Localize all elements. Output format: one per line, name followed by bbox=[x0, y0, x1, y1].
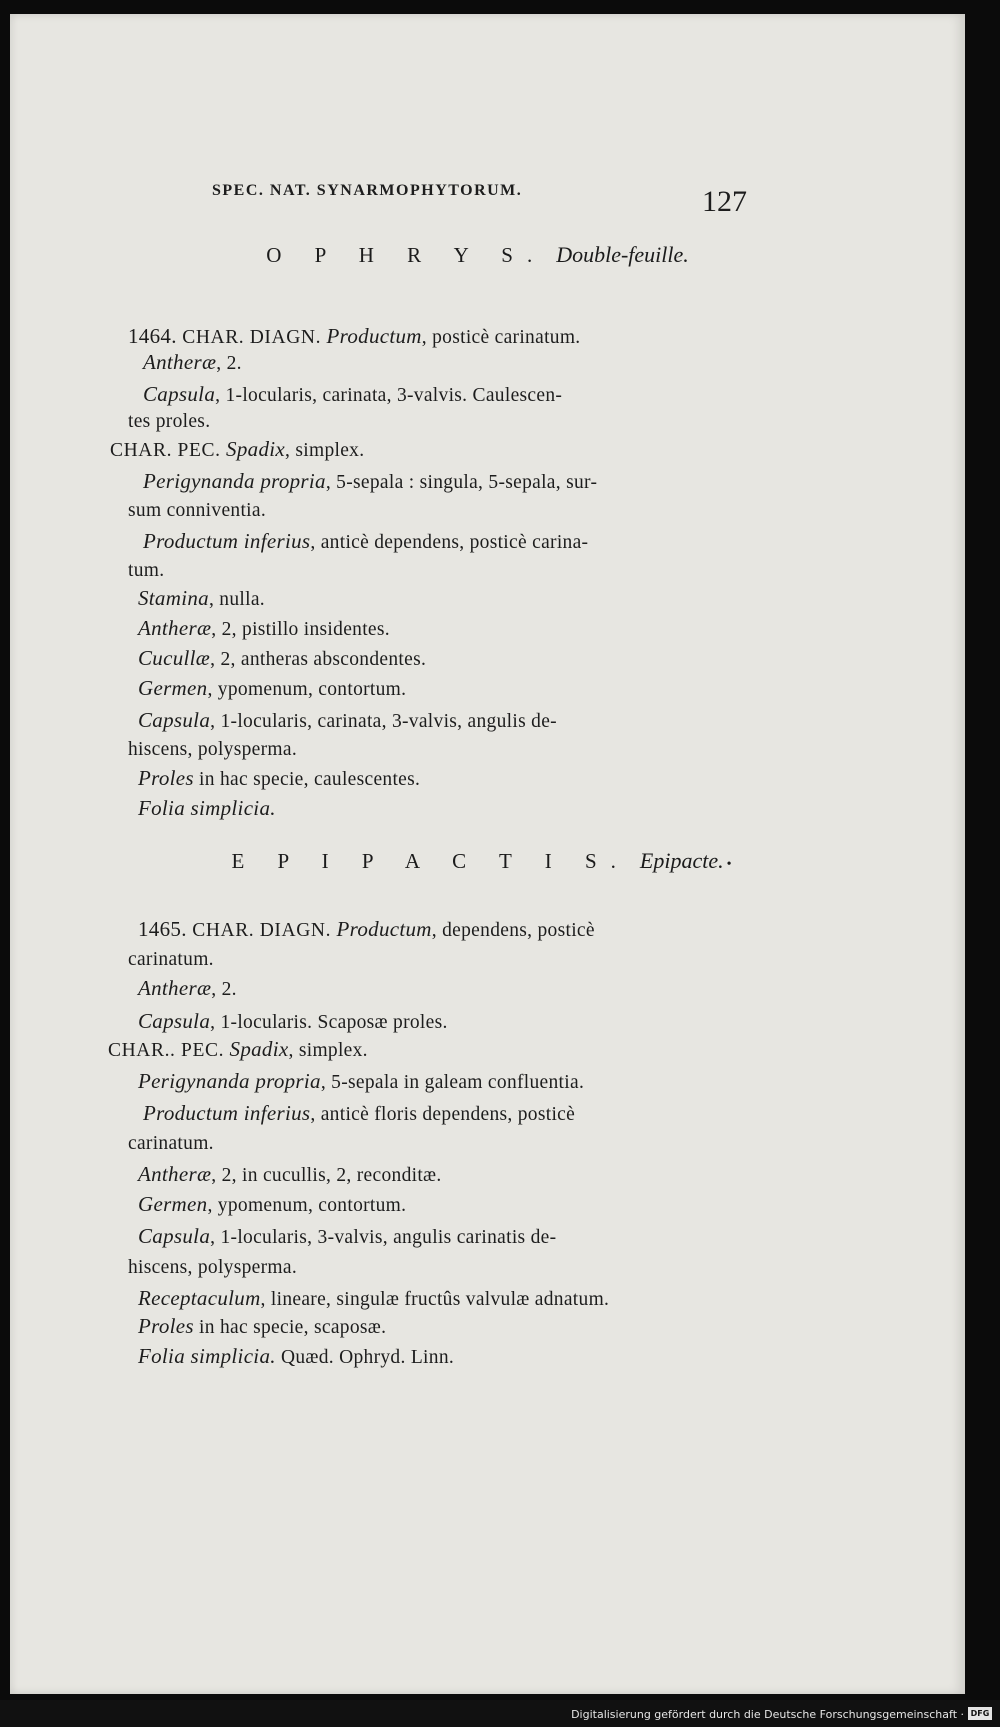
taxon-term: Antheræ bbox=[138, 616, 212, 640]
running-title: SPEC. NAT. SYNARMOPHYTORUM. bbox=[212, 182, 523, 199]
text-line bbox=[110, 437, 364, 462]
text-line bbox=[138, 586, 265, 611]
genus-heading-ophrys bbox=[0, 242, 955, 268]
text-line bbox=[138, 976, 237, 1001]
description-text: , simplex. bbox=[288, 1040, 368, 1061]
text-line bbox=[138, 646, 426, 671]
taxon-term: Productum bbox=[336, 917, 432, 941]
text-line bbox=[138, 1344, 454, 1369]
text-line bbox=[138, 917, 595, 942]
taxon-term: Capsula bbox=[138, 1009, 211, 1033]
text-line bbox=[128, 408, 210, 433]
genus-heading-epipactis bbox=[4, 848, 959, 874]
taxon-term: Germen bbox=[138, 676, 208, 700]
page-number: 127 bbox=[702, 185, 747, 218]
taxon-term: Antheræ bbox=[143, 350, 217, 374]
text-line bbox=[138, 1192, 406, 1217]
character-label: CHAR. PEC. bbox=[110, 440, 227, 461]
text-line bbox=[128, 324, 580, 349]
description-text: sum conniventia. bbox=[128, 500, 267, 521]
footnote-mark: • bbox=[726, 857, 732, 872]
taxon-term: Capsula bbox=[138, 708, 211, 732]
taxon-term: Productum inferius bbox=[143, 529, 311, 553]
digitization-credit: Digitalisierung gefördert durch die Deutsche Forschungsgemeinschaft · bbox=[571, 1708, 964, 1721]
description-text: , ypomenum, contortum. bbox=[207, 679, 407, 700]
dfg-logo: DFG bbox=[968, 1707, 992, 1720]
description-text: , ypomenum, contortum. bbox=[207, 1195, 407, 1216]
genus-vernacular: Double-feuille. bbox=[556, 242, 689, 267]
text-line bbox=[128, 1254, 297, 1279]
text-line bbox=[138, 1314, 386, 1339]
character-label: CHAR. DIAGN. bbox=[186, 920, 337, 941]
genus-name: O P H R Y S. bbox=[266, 243, 547, 267]
description-text: , 1-locularis. Scaposæ proles. bbox=[210, 1012, 448, 1033]
taxon-term: Receptaculum bbox=[138, 1286, 261, 1310]
description-text: carinatum. bbox=[128, 1133, 214, 1154]
text-line bbox=[138, 796, 276, 821]
text-line bbox=[128, 946, 214, 971]
taxon-term: Productum inferius bbox=[143, 1101, 311, 1125]
text-line bbox=[128, 497, 266, 522]
description-text: , dependens, posticè bbox=[431, 920, 595, 941]
character-label: CHAR.. PEC. bbox=[108, 1040, 230, 1061]
text-line bbox=[138, 1162, 442, 1187]
taxon-term: Productum bbox=[326, 324, 422, 348]
description-text: , anticè floris dependens, posticè bbox=[310, 1104, 576, 1125]
text-line bbox=[138, 766, 420, 791]
taxon-term: Folia simplicia. bbox=[138, 796, 276, 820]
text-line bbox=[128, 736, 297, 761]
taxon-term: Germen bbox=[138, 1192, 208, 1216]
description-text: , simplex. bbox=[285, 440, 365, 461]
taxon-term: Spadix bbox=[229, 1037, 289, 1061]
description-text: , 1-locularis, 3-valvis, angulis carinatis de- bbox=[210, 1227, 557, 1248]
description-text: in hac specie, caulescentes. bbox=[193, 769, 421, 790]
description-text: , 2. bbox=[216, 353, 242, 374]
text-line bbox=[138, 1224, 556, 1249]
text-line bbox=[138, 1009, 448, 1034]
book-page bbox=[10, 14, 965, 1694]
description-text: , anticè dependens, posticè carina- bbox=[310, 532, 589, 553]
description-text: , 2, pistillo insidentes. bbox=[211, 619, 390, 640]
text-line bbox=[143, 1101, 575, 1126]
entry-number: 1465. bbox=[138, 917, 187, 941]
description-text: , 2, antheras abscondentes. bbox=[210, 649, 427, 670]
entry-number: 1464. bbox=[128, 324, 177, 348]
taxon-term: Capsula bbox=[138, 1224, 211, 1248]
taxon-term: Stamina bbox=[138, 586, 209, 610]
genus-vernacular: Epipacte. bbox=[639, 848, 724, 873]
description-text: , 5-sepala : singula, 5-sepala, sur- bbox=[325, 472, 598, 493]
description-text: , 1-locularis, carinata, 3-valvis. Caulescen- bbox=[215, 385, 563, 406]
taxon-term: Perigynanda propria bbox=[143, 469, 326, 493]
genus-name: E P I P A C T I S. bbox=[231, 849, 630, 873]
description-text: , lineare, singulæ fructûs valvulæ adnatum. bbox=[260, 1289, 610, 1310]
text-line bbox=[128, 557, 164, 582]
description-text: hiscens, polysperma. bbox=[128, 1257, 298, 1278]
description-text: tum. bbox=[128, 560, 165, 581]
taxon-term: Antheræ bbox=[138, 976, 212, 1000]
taxon-term: Perigynanda propria bbox=[138, 1069, 321, 1093]
text-line bbox=[143, 529, 588, 554]
description-text: carinatum. bbox=[128, 949, 214, 970]
text-line bbox=[138, 676, 406, 701]
description-text: , 2, in cucullis, 2, reconditæ. bbox=[211, 1165, 442, 1186]
description-text: tes proles. bbox=[128, 411, 211, 432]
text-line bbox=[143, 350, 242, 375]
text-line bbox=[143, 382, 562, 407]
description-text: , 5-sepala in galeam confluentia. bbox=[320, 1072, 585, 1093]
text-line bbox=[143, 469, 597, 494]
text-line bbox=[108, 1037, 368, 1062]
taxon-term: Folia simplicia. bbox=[138, 1344, 276, 1368]
description-text: hiscens, polysperma. bbox=[128, 739, 298, 760]
description-text: Quæd. Ophryd. Linn. bbox=[275, 1347, 455, 1368]
taxon-term: Capsula bbox=[143, 382, 216, 406]
description-text: , posticè carinatum. bbox=[421, 327, 581, 348]
taxon-term: Cucullæ bbox=[138, 646, 211, 670]
taxon-term: Spadix bbox=[226, 437, 286, 461]
text-line bbox=[128, 1130, 214, 1155]
character-label: CHAR. DIAGN. bbox=[176, 327, 327, 348]
taxon-term: Proles bbox=[138, 766, 194, 790]
description-text: in hac specie, scaposæ. bbox=[193, 1317, 387, 1338]
description-text: , 2. bbox=[211, 979, 237, 1000]
text-line bbox=[138, 1286, 609, 1311]
taxon-term: Proles bbox=[138, 1314, 194, 1338]
description-text: , nulla. bbox=[208, 589, 265, 610]
description-text: , 1-locularis, carinata, 3-valvis, angulis de- bbox=[210, 711, 557, 732]
taxon-term: Antheræ bbox=[138, 1162, 212, 1186]
text-line bbox=[138, 616, 390, 641]
text-line bbox=[138, 708, 557, 733]
text-line bbox=[138, 1069, 584, 1094]
